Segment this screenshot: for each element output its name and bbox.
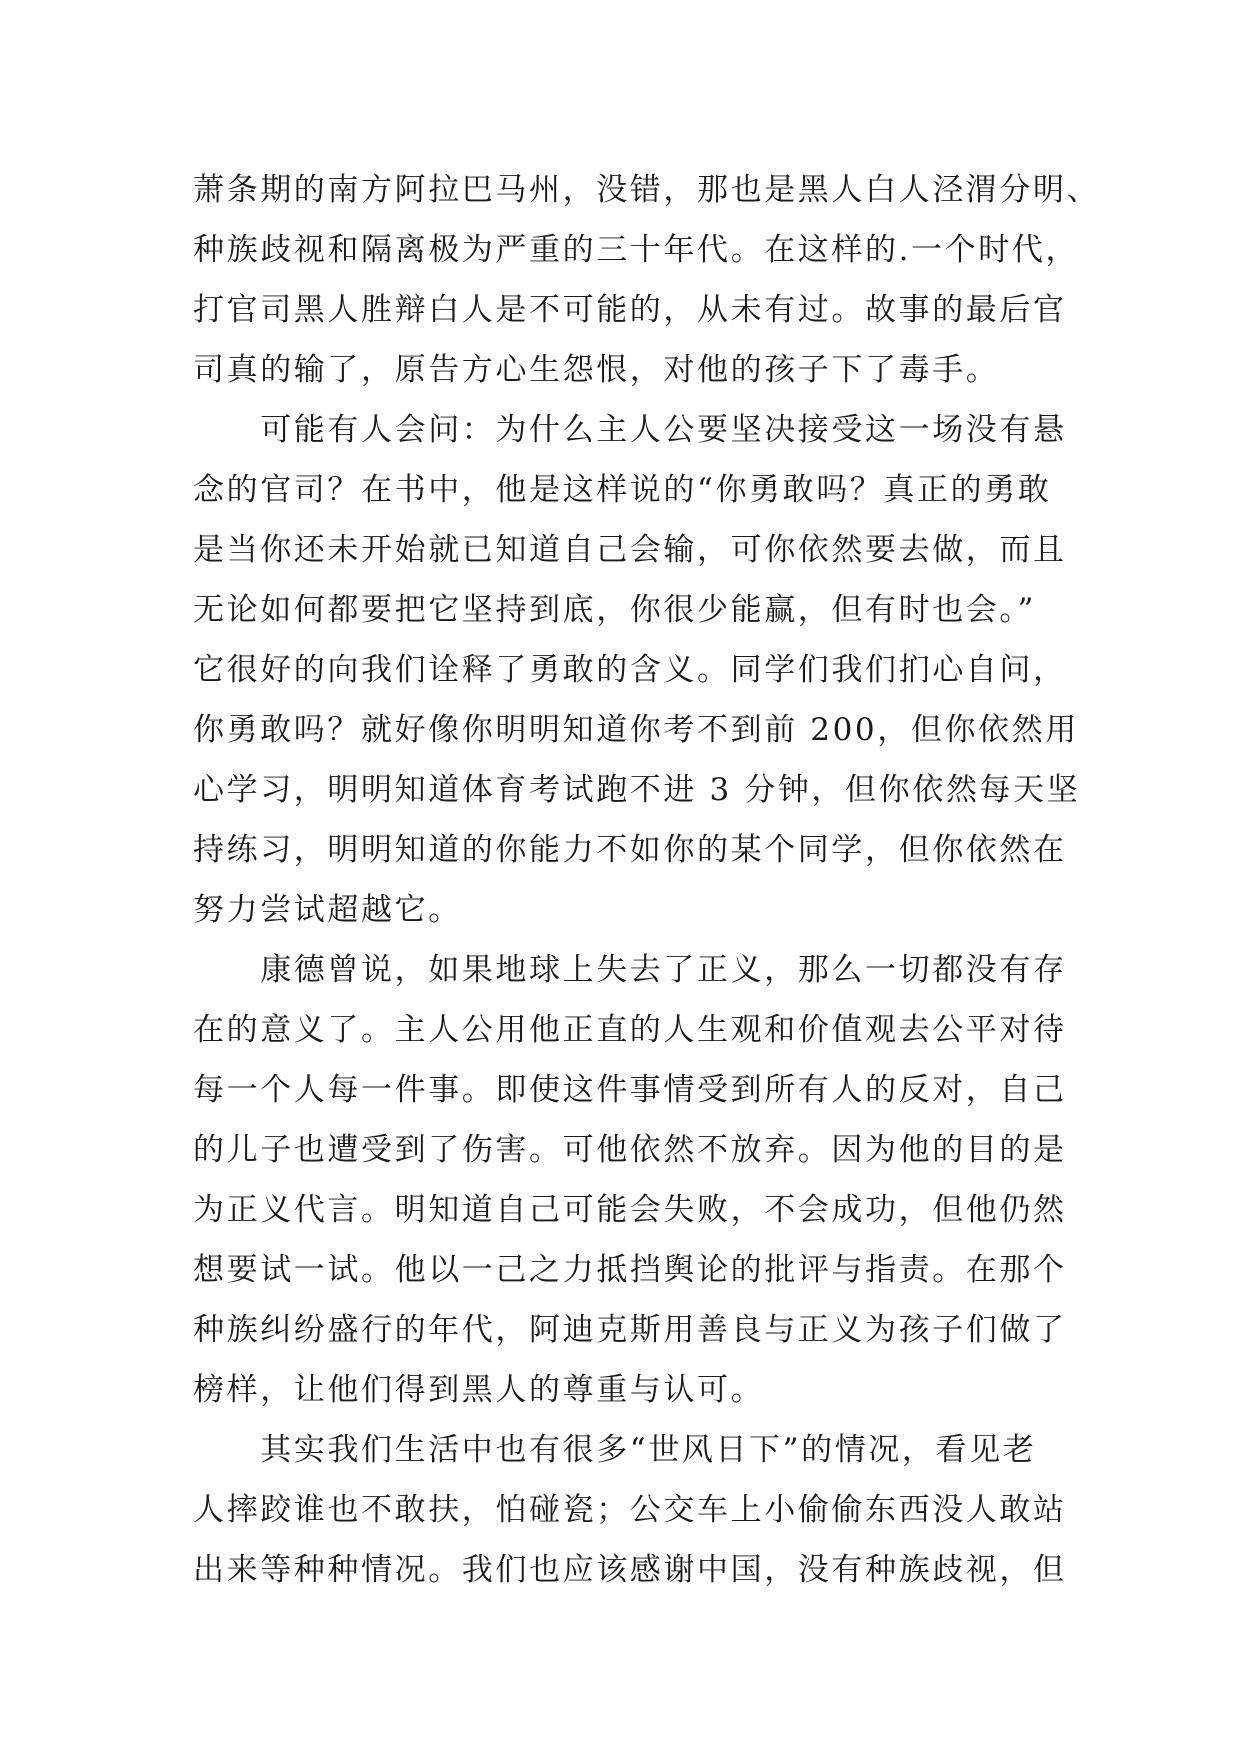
text-line: 的儿子也遭受到了伤害。可他依然不放弃。因为他的目的是 bbox=[193, 1132, 1067, 1168]
paragraph-first-line: 康德曾说，如果地球上失去了正义，那么一切都没有存 bbox=[193, 952, 1067, 988]
text-line: 持练习，明明知道的你能力不如你的某个同学，但你依然在 bbox=[193, 832, 1067, 868]
text-line: 在的意义了。主人公用他正直的人生观和价值观去公平对待 bbox=[193, 1012, 1067, 1048]
text-line: 种族纠纷盛行的年代，阿迪克斯用善良与正义为孩子们做了 bbox=[193, 1312, 1067, 1348]
text-line: 它很好的向我们诠释了勇敢的含义。同学们我们扪心自问， bbox=[193, 652, 1067, 688]
text-line: 念的官司？在书中，他是这样说的“你勇敢吗？真正的勇敢 bbox=[193, 472, 1052, 508]
paragraph-first-line: 可能有人会问：为什么主人公要坚决接受这一场没有悬 bbox=[193, 412, 1067, 448]
text-line: 出来等种种情况。我们也应该感谢中国，没有种族歧视，但 bbox=[193, 1552, 1067, 1588]
text-line: 是当你还未开始就已知道自己会输，可你依然要去做，而且 bbox=[193, 532, 1067, 568]
text-line: 为正义代言。明知道自己可能会失败，不会成功，但他仍然 bbox=[193, 1192, 1067, 1228]
text-line: 你勇敢吗？就好像你明明知道你考不到前 200，但你依然用 bbox=[193, 712, 1079, 748]
text-line: 想要试一试。他以一己之力抵挡舆论的批评与指责。在那个 bbox=[193, 1252, 1067, 1288]
text-line: 努力尝试超越它。 bbox=[193, 892, 462, 928]
text-line: 种族歧视和隔离极为严重的三十年代。在这样的.一个时代， bbox=[193, 232, 1080, 268]
paragraph-first-line: 其实我们生活中也有很多“世风日下”的情况，看见老 bbox=[193, 1432, 1037, 1468]
text-line: 萧条期的南方阿拉巴马州，没错，那也是黑人白人泾渭分明、 bbox=[193, 172, 1101, 208]
document-body bbox=[193, 160, 1101, 1600]
text-line: 司真的输了，原告方心生怨恨，对他的孩子下了毒手。 bbox=[193, 352, 1000, 388]
text-line: 人摔跤谁也不敢扶，怕碰瓷；公交车上小偷偷东西没人敢站 bbox=[193, 1492, 1067, 1528]
text-line: 无论如何都要把它坚持到底，你很少能赢，但有时也会。” bbox=[193, 592, 1036, 628]
text-line: 心学习，明明知道体育考试跑不进 3 分钟，但你依然每天坚 bbox=[193, 772, 1081, 808]
text-line: 榜样，让他们得到黑人的尊重与认可。 bbox=[193, 1372, 765, 1408]
text-line: 打官司黑人胜辩白人是不可能的，从未有过。故事的最后官 bbox=[193, 292, 1067, 328]
text-line: 每一个人每一件事。即使这件事情受到所有人的反对，自己 bbox=[193, 1072, 1067, 1108]
